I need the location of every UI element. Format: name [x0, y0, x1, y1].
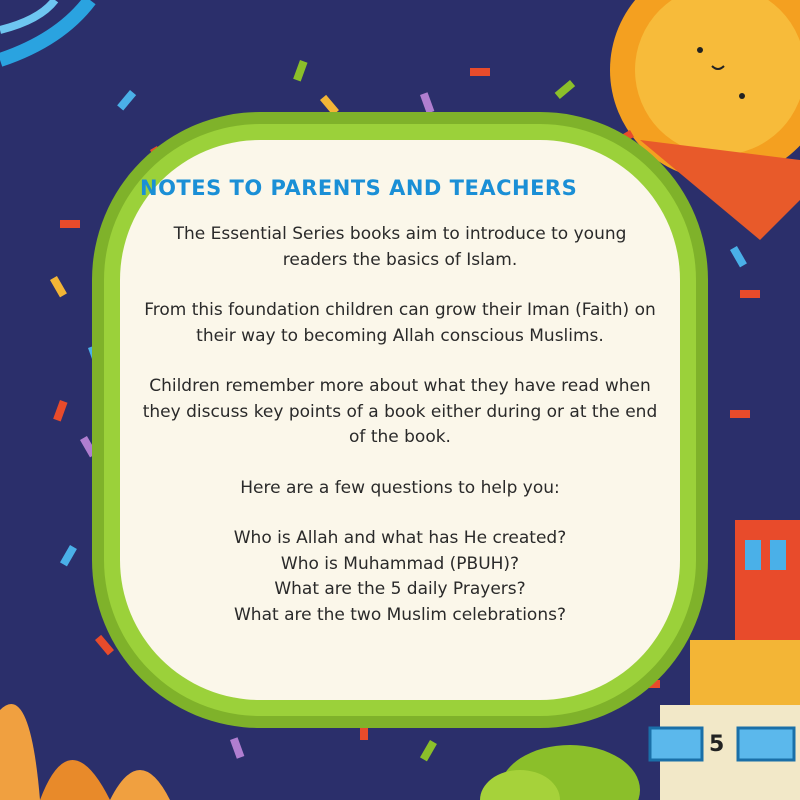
- question-item: Who is Muhammad (PBUH)?: [280, 553, 520, 574]
- leaf-illustration: [0, 704, 40, 800]
- paragraph-foundation: From this foundation children can grow their Iman (Faith) on their way to becoming Allah conscious Muslims.: [144, 300, 656, 346]
- paragraph-intro: The Essential Series books aim to introduce to young readers the basics of Islam.: [173, 224, 627, 270]
- paragraph-discussion: Children remember more about what they have read when they discuss key points of a book either during or at the end of the book.: [142, 376, 658, 447]
- question-item: What are the 5 daily Prayers?: [274, 579, 526, 599]
- notes-body: [140, 222, 660, 628]
- page-title: NOTES TO PARENTS AND TEACHERS: [140, 176, 578, 200]
- question-item: Who is Allah and what has He created?: [233, 528, 567, 548]
- question-item: What are the two Muslim celebrations?: [234, 604, 566, 625]
- house-illustration: [735, 520, 800, 640]
- top-left-arc-2: [0, 0, 55, 30]
- page-number: 5: [709, 732, 725, 757]
- paragraph-questions-intro: Here are a few questions to help you:: [240, 477, 560, 498]
